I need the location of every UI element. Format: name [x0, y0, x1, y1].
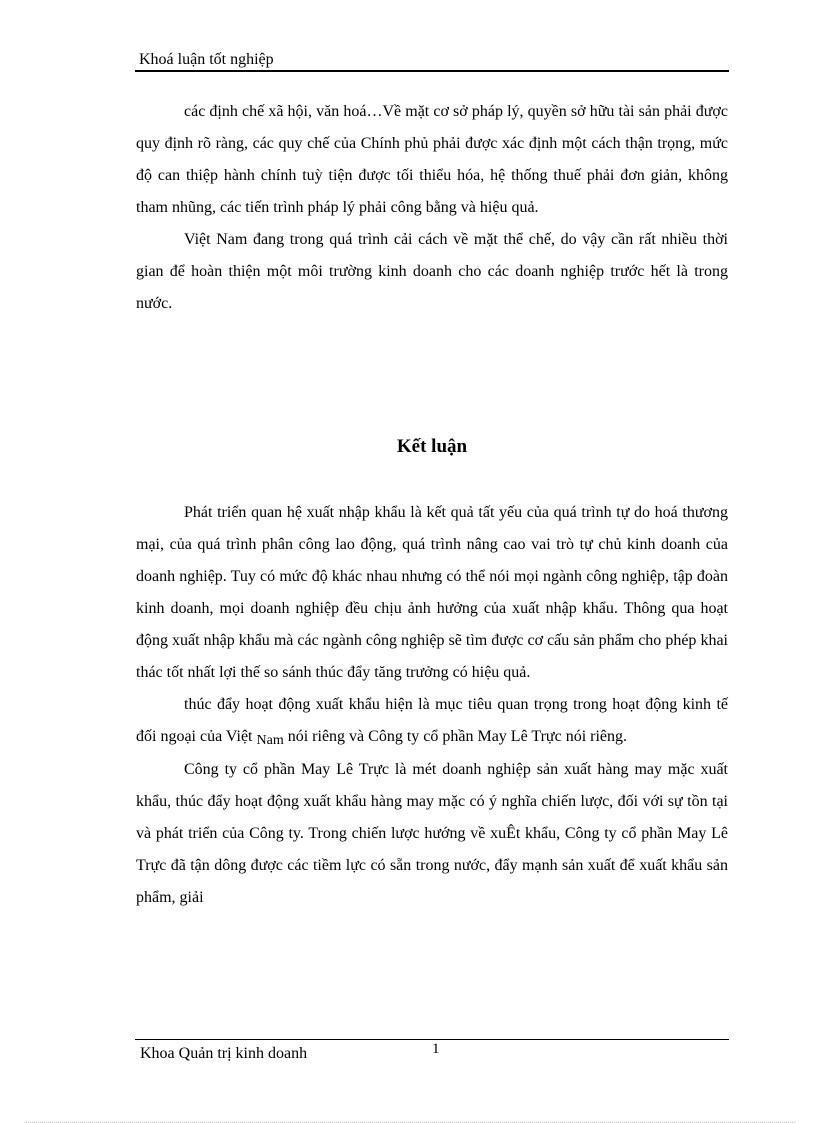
paragraph-continued: các định chế xã hội, văn hoá…Về mặt cơ sở pháp lý, quyền sở hữu tài sản phải được quy định rõ ràng, các quy chế của Chính phủ phải được xác định một cách thận trọng, mức độ can thiệp hành chính tuỳ tiện được tối thiểu hóa, hệ thống thuế phải đơn giản, không tham nhũng, các tiến trình pháp lý phải công bằng và hiệu quả.	[136, 103, 728, 216]
header-rule	[135, 70, 729, 72]
paragraph-vietnam-reform: Việt Nam đang trong quá trình cải cách về mặt thể chế, do vậy cần rất nhiều thời gian để hoàn thiện một môi trường kinh doanh cho các doanh nghiệp trước hết là trong nước.	[136, 231, 728, 312]
running-header-title: Khoá luận tốt nghiệp	[139, 51, 274, 68]
body-text-conclusion	[136, 497, 728, 914]
paragraph-conclusion-2	[136, 689, 728, 754]
page-number: 1	[432, 1041, 440, 1057]
paragraph-conclusion-1: Phát triển quan hệ xuất nhập khẩu là kết quả tất yếu của quá trình tự do hoá thương mại, của quá trình phân công lao động, quá trình nâng cao vai trò tự chủ kinh doanh của doanh nghiệp. Tuy có mức độ khác nhau nhưng có thể nói mọi ngành công nghiệp, tập đoàn kinh doanh, mọi doanh nghiệp đều chịu ảnh hưởng của xuất nhập khẩu. Thông qua hoạt động xuất nhập khẩu mà các ngành công nghiệp sẽ tìm được cơ cấu sản phẩm cho phép khai thác tốt nhất lợi thế so sánh thúc đẩy tăng trưởng có hiệu quả.	[136, 504, 728, 681]
paragraph-conclusion-3: Công ty cổ phần May Lê Trực là mét doanh nghiệp sản xuất hàng may mặc xuất khẩu, thúc đẩy hoạt động xuất khẩu hàng may mặc có ý nghĩa chiến lược, đối với sự tồn tại và phát triển của Công ty. Trong chiến lược hướng về xuÊt khẩu, Công ty cổ phần May Lê Trực đã tận dông được các tiềm lực có sẵn trong nước, đẩy mạnh sản xuất để xuất khẩu sản phẩm, giải	[136, 761, 728, 906]
paragraph-conclusion-2-part-a: thúc đẩy hoạt động xuất khẩu hiện là mục tiêu quan trọng trong hoạt động kinh tế đối ngoại của Việt	[136, 696, 728, 745]
paragraph-conclusion-2-nam: Nam	[256, 733, 284, 748]
paragraph-conclusion-2-part-b: nói riêng và Công ty cổ phần May Lê Trực nói riêng.	[287, 728, 628, 745]
section-heading: Kết luận	[396, 436, 468, 457]
body-text-top	[136, 96, 728, 320]
footer-department: Khoa Quản trị kinh doanh	[140, 1045, 308, 1062]
